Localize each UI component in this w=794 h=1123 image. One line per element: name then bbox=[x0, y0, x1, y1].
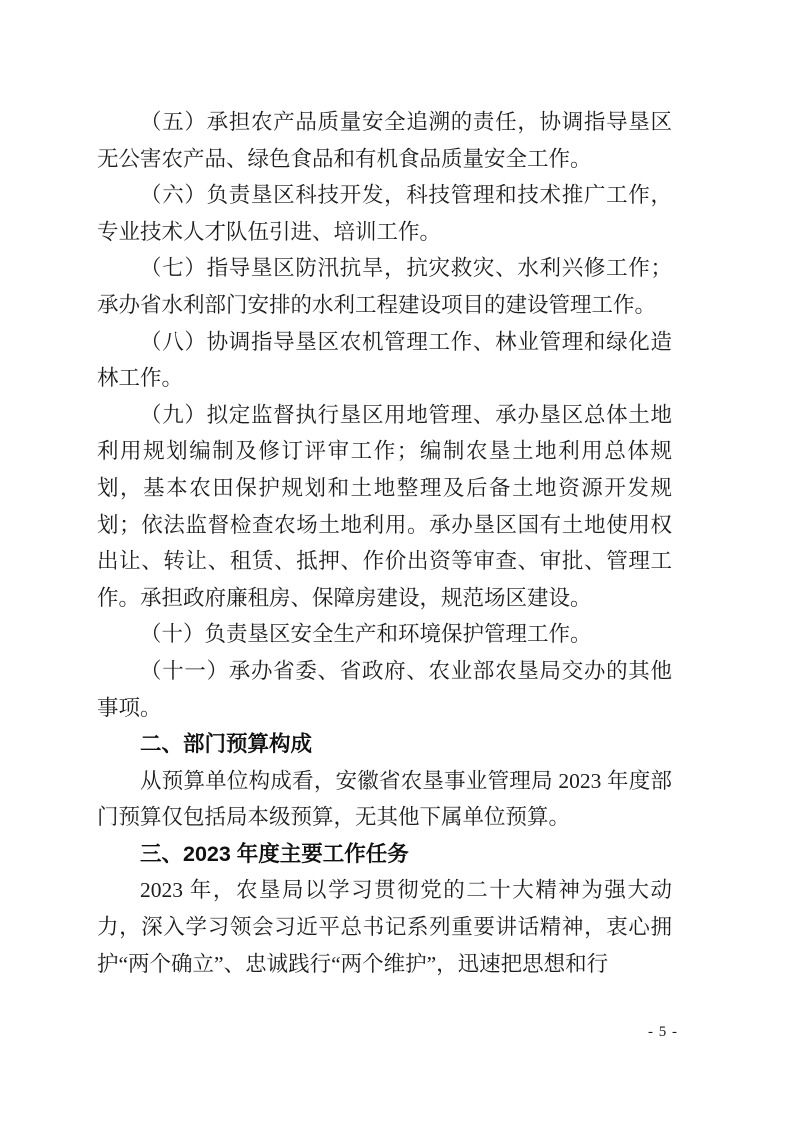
page-number: - 5 - bbox=[648, 1024, 678, 1040]
paragraph-2023-main-tasks: 2023 年，农垦局以学习贯彻党的二十大精神为强大动力，深入学习领会习近平总书记系列重要讲话精神，衷心拥护“两个确立”、忠诚践行“两个维护”，迅速把思想和行 bbox=[97, 878, 672, 976]
section-heading-budget-composition: 二、部门预算构成 bbox=[140, 732, 313, 757]
paragraph-item-7: （七）指导垦区防汛抗旱，抗灾救灾、水利兴修工作；承办省水利部门安排的水利工程建设项目的建设管理工作。 bbox=[97, 256, 672, 317]
section-heading-2023-main-tasks: 三、2023 年度主要工作任务 bbox=[140, 841, 409, 866]
paragraph-item-8: （八）协调指导垦区农机管理工作、林业管理和绿化造林工作。 bbox=[97, 329, 672, 391]
paragraph-budget-composition: 从预算单位构成看，安徽省农垦事业管理局 2023 年度部门预算仅包括局本级预算，无其他下属单位预算。 bbox=[97, 768, 672, 830]
paragraph-item-5: （五）承担农产品质量安全追溯的责任，协调指导垦区无公害农产品、绿色食品和有机食品质量安全工作。 bbox=[97, 110, 672, 171]
page-body-text bbox=[97, 104, 672, 982]
paragraph-item-11: （十一）承办省委、省政府、农业部农垦局交办的其他事项。 bbox=[97, 658, 672, 720]
paragraph-item-9: （九）拟定监督执行垦区用地管理、承办垦区总体土地利用规划编制及修订评审工作；编制农垦土地利用总体规划，基本农田保护规划和土地整理及后备土地资源开发规划；依法监督检查农场土地利用。承办垦区国有土地使用权出让、转让、租赁、抵押、作价出资等审查、审批、管理工作。承担政府廉租房、保障房建设，规范场区建设。 bbox=[97, 402, 672, 610]
paragraph-item-6: （六）负责垦区科技开发，科技管理和技术推广工作，专业技术人才队伍引进、培训工作。 bbox=[97, 183, 672, 244]
paragraph-item-10: （十）负责垦区安全生产和环境保护管理工作。 bbox=[140, 622, 592, 647]
